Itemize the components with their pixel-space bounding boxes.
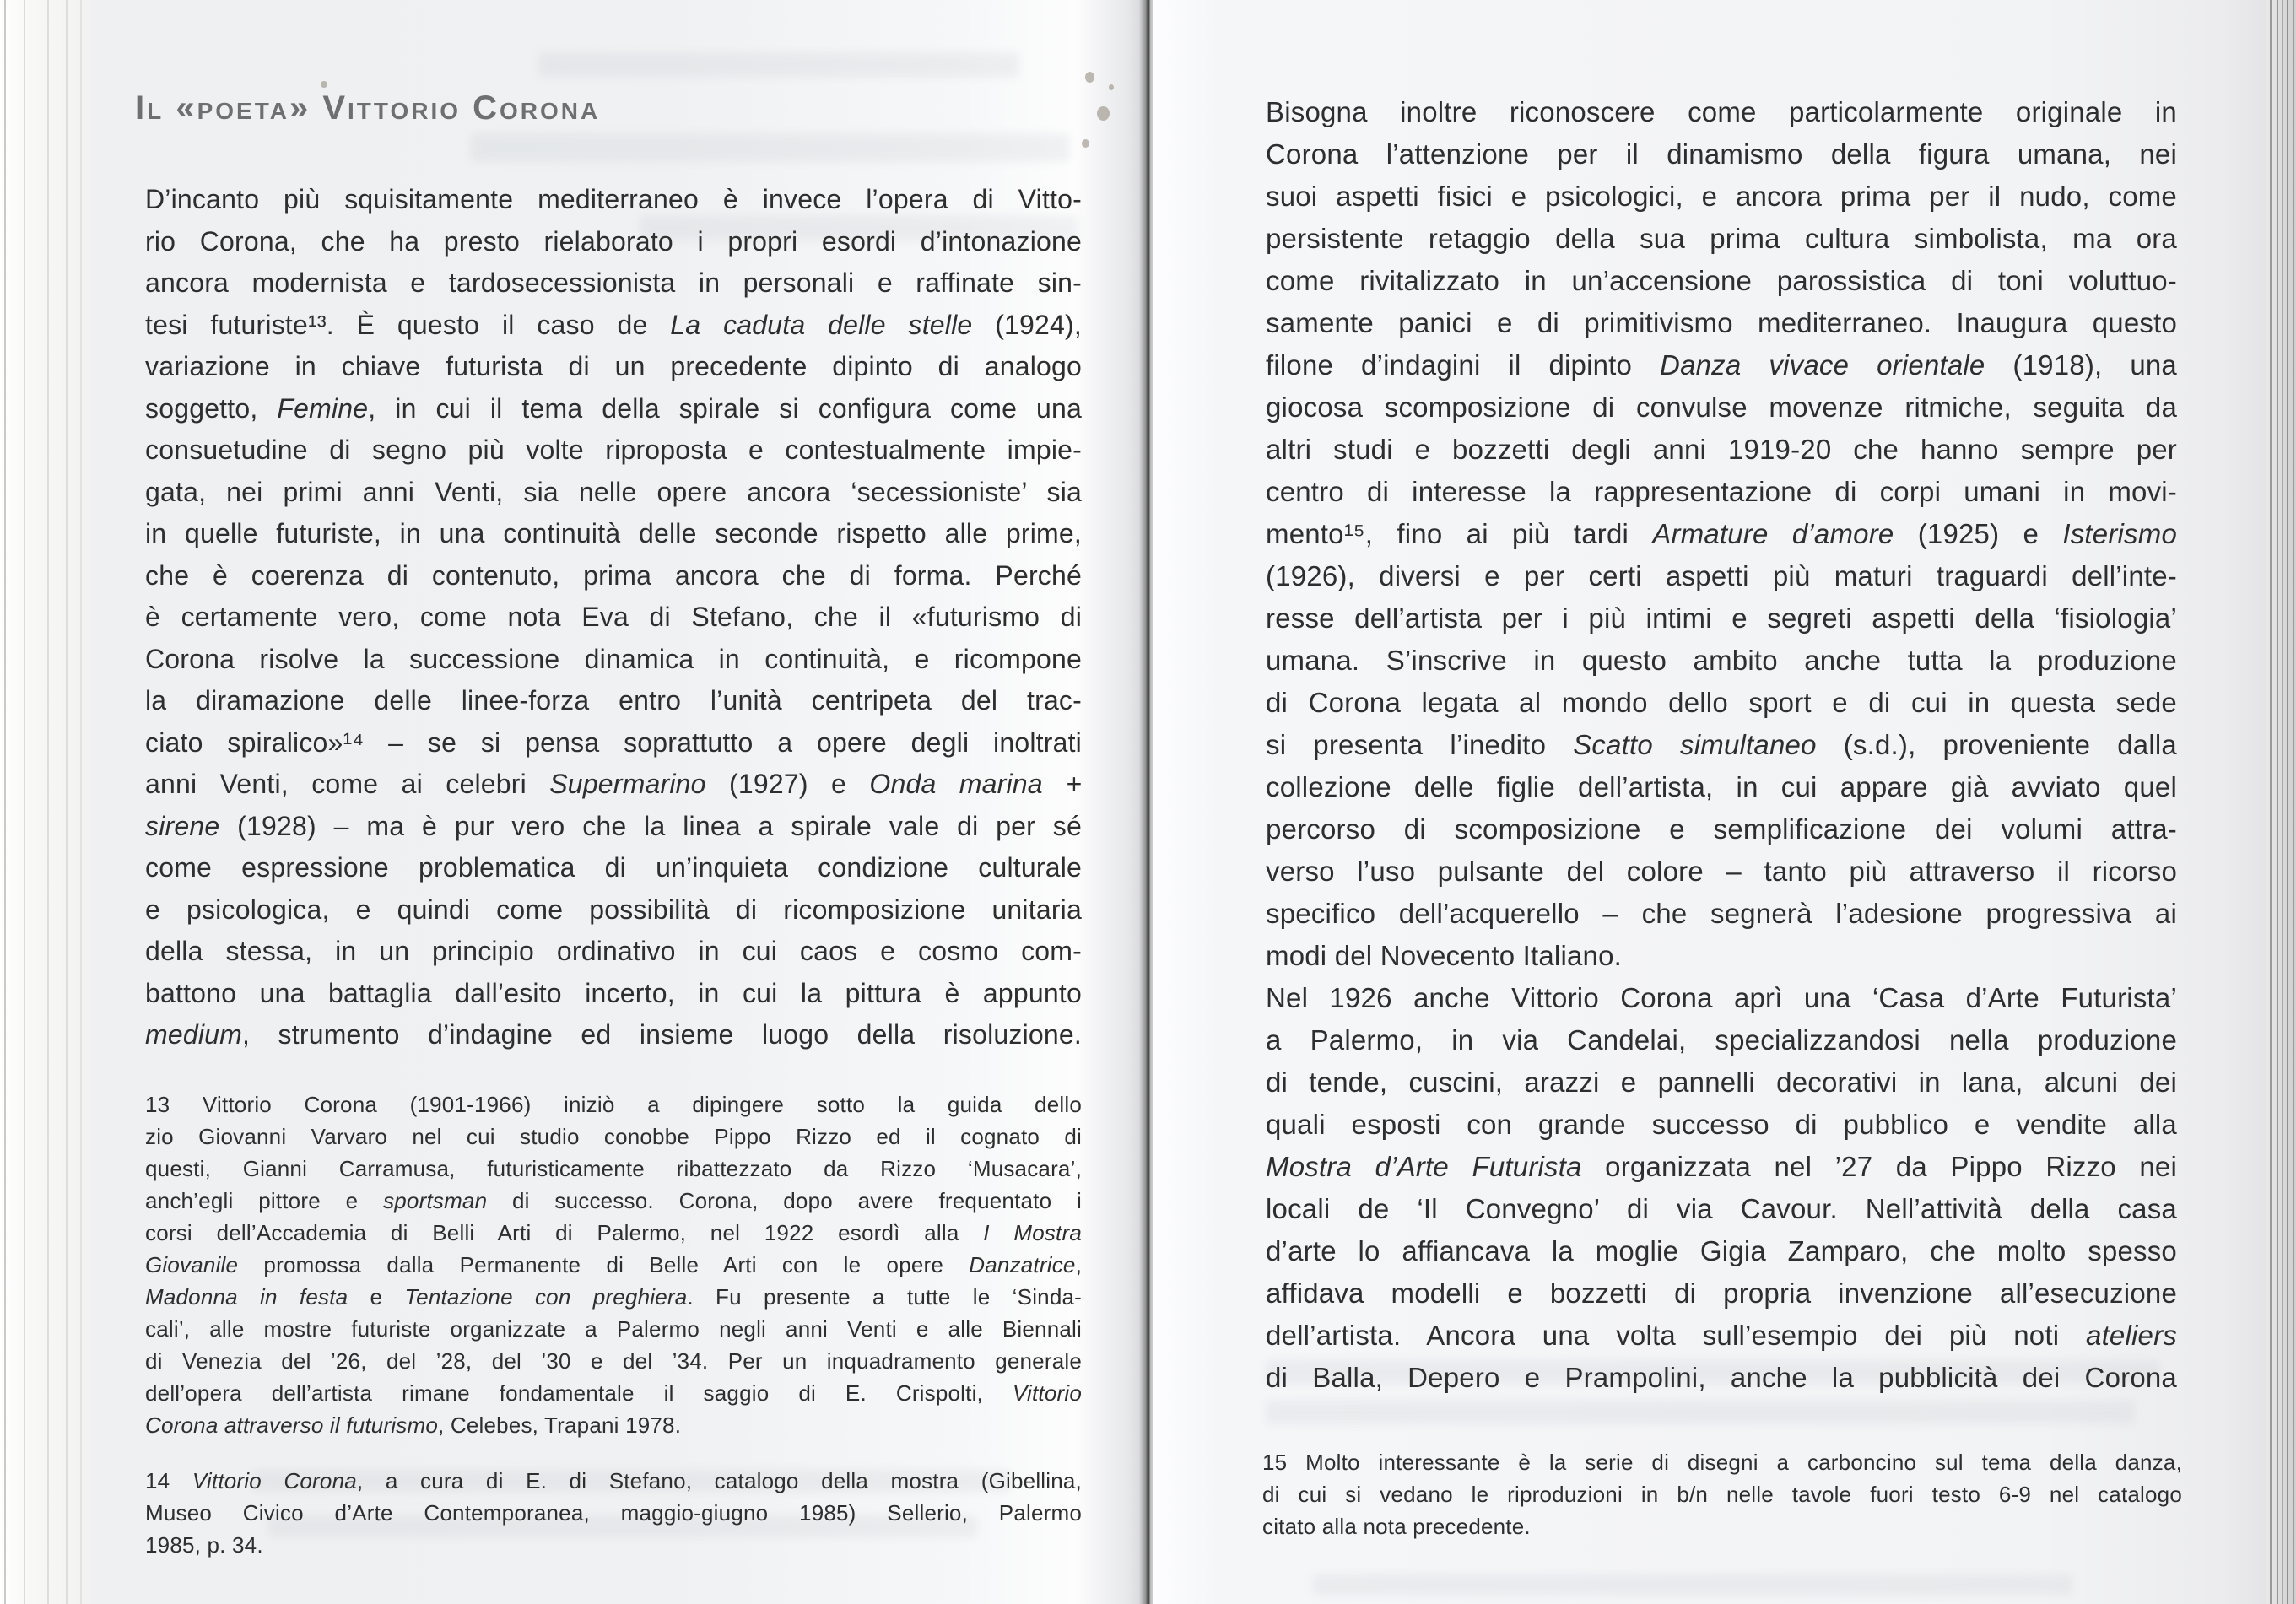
text-line: è certamente vero, come nota Eva di Stefano, che il «futurismo di bbox=[145, 602, 1082, 632]
page-edge-line bbox=[24, 0, 25, 1604]
left-body-text bbox=[145, 179, 1082, 1056]
page-edge-line bbox=[2287, 0, 2288, 1604]
text-line: che è coerenza di contenuto, prima ancora che di forma. Perché bbox=[145, 559, 1082, 591]
page-edge-line bbox=[66, 0, 68, 1604]
page-edge-line bbox=[2270, 0, 2272, 1604]
text-line: Museo Civico d’Arte Contemporanea, maggio-giugno 1985) Sellerio, Palermo bbox=[145, 1500, 1082, 1526]
page-title: Il «poeta» Vittorio Corona bbox=[135, 89, 601, 127]
text-line: mento¹⁵, fino ai più tardi Armature d’amore (1925) e Isterismo bbox=[1266, 518, 2177, 549]
text-line: 15 Molto interessante è la serie di disegni a carboncino sul tema della danza, bbox=[1262, 1450, 2182, 1475]
text-line: 13 Vittorio Corona (1901-1966) iniziò a dipingere sotto la guida dello bbox=[145, 1092, 1082, 1117]
smudge-mark bbox=[1085, 72, 1094, 83]
text-line: Giovanile promossa dalla Permanente di Belle Arti con le opere Danzatrice, bbox=[145, 1252, 1082, 1277]
text-line: corsi dell’Accademia di Belli Arti di Palermo, nel 1922 esordì alla I Mostra bbox=[145, 1220, 1082, 1245]
footnote-13 bbox=[145, 1088, 1082, 1441]
text-line: percorso di scomposizione e semplificazione dei volumi attra- bbox=[1266, 813, 2177, 845]
text-line: di cui si vedano le riproduzioni in b/n nelle tavole fuori testo 6-9 nel catalogo bbox=[1262, 1482, 2182, 1507]
text-line: di Balla, Depero e Prampolini, anche la pubblicità dei Corona bbox=[1266, 1362, 2177, 1393]
smudge-mark bbox=[1097, 106, 1110, 121]
text-line: di Corona legata al mondo dello sport e di cui in questa sede bbox=[1266, 687, 2177, 718]
text-line: suoi aspetti fisici e psicologici, e ancora prima per il nudo, come bbox=[1266, 181, 2177, 212]
text-line: si presenta l’inedito Scatto simultaneo (s.d.), proveniente dalla bbox=[1266, 729, 2177, 760]
text-line: come rivitalizzato in un’accensione parossistica di toni voluttuo- bbox=[1266, 265, 2177, 296]
text-line: dell’opera dell’artista rimane fondamentale il saggio di E. Crispolti, Vittorio bbox=[145, 1380, 1082, 1406]
text-line: modi del Novecento Italiano. bbox=[1266, 940, 1623, 971]
text-line: affidava modelli e bozzetti di propria invenzione all’esecuzione bbox=[1266, 1277, 2177, 1309]
text-line: Corona l’attenzione per il dinamismo della figura umana, nei bbox=[1266, 138, 2177, 170]
text-line: resse dell’artista per i più intimi e segreti aspetti della ‘fisiologia’ bbox=[1266, 602, 2177, 634]
text-line: quali esposti con grande successo di pubblico e vendite alla bbox=[1266, 1109, 2177, 1140]
text-line: Madonna in festa e Tentazione con preghiera. Fu presente a tutte le ‘Sinda- bbox=[145, 1284, 1083, 1310]
text-line: dell’artista. Ancora una volta sull’esempio dei più noti ateliers bbox=[1266, 1320, 2177, 1351]
text-line: e psicologica, e quindi come possibilità di ricomposizione unitaria bbox=[145, 894, 1082, 925]
text-line: ciato spiralico»¹⁴ – se si pensa soprattutto a opere degli inoltrati bbox=[145, 726, 1082, 758]
text-line: filone d’indagini il dipinto Danza vivace orientale (1918), una bbox=[1266, 349, 2177, 381]
text-line: a Palermo, in via Candelai, specializzandosi nella produzione bbox=[1266, 1024, 2177, 1056]
text-line: samente panici e di primitivismo mediterraneo. Inaugura questo bbox=[1266, 307, 2177, 338]
text-line: rio Corona, che ha presto rielaborato i propri esordi d’intonazione bbox=[145, 225, 1082, 257]
text-line: anni Venti, come ai celebri Supermarino (1927) e Onda marina + bbox=[145, 769, 1083, 799]
text-line: D’incanto più squisitamente mediterraneo è invece l’opera di Vitto- bbox=[145, 184, 1082, 214]
smudge-mark bbox=[1082, 139, 1089, 148]
page-edge-line bbox=[2293, 0, 2294, 1604]
text-line: della stessa, in un principio ordinativo in cui caos e cosmo com- bbox=[145, 936, 1082, 966]
text-line: di tende, cuscini, arazzi e pannelli decorativi in lana, alcuni dei bbox=[1266, 1067, 2177, 1098]
text-line: Corona risolve la successione dinamica in continuità, e ricompone bbox=[145, 643, 1082, 674]
text-line: sirene (1928) – ma è pur vero che la linea a spirale vale di per sé bbox=[145, 810, 1082, 841]
bleed-through-ghost bbox=[538, 52, 1019, 78]
text-line: anch’egli pittore e sportsman di successo. Corona, dopo avere frequentato i bbox=[145, 1188, 1082, 1213]
bleed-through-ghost bbox=[1266, 1401, 2135, 1424]
page-edge-line bbox=[80, 0, 82, 1604]
page-edge-line bbox=[4, 0, 6, 1604]
page-edge-line bbox=[2277, 0, 2278, 1604]
page-edge-line bbox=[47, 0, 49, 1604]
text-line: 1985, p. 34. bbox=[145, 1532, 263, 1558]
smudge-mark bbox=[1109, 84, 1114, 90]
text-line: ancora modernista e tardosecessionista in personali e raffinate sin- bbox=[145, 267, 1082, 298]
right-page-edge-stack bbox=[2266, 0, 2296, 1604]
text-line: collezione delle figlie dell’artista, in cui appare già avviato quel bbox=[1266, 771, 2177, 802]
footnote-14 bbox=[145, 1465, 1082, 1561]
right-body-text bbox=[1266, 91, 2177, 1399]
text-line: giocosa scomposizione di convulse movenze ritmiche, seguita da bbox=[1266, 392, 2177, 423]
text-line: cali’, alle mostre futuriste organizzate a Palermo negli anni Venti e alle Biennali bbox=[145, 1316, 1082, 1342]
text-line: tesi futuriste¹³. È questo il caso de La caduta delle stelle (1924), bbox=[145, 309, 1082, 340]
text-line: medium, strumento d’indagine ed insieme luogo della risoluzione. bbox=[145, 1019, 1082, 1050]
text-line: in quelle futuriste, in una continuità delle seconde rispetto alle prime, bbox=[145, 518, 1082, 548]
bleed-through-ghost bbox=[1313, 1574, 2072, 1595]
text-line: soggetto, Femine, in cui il tema della spirale si configura come una bbox=[145, 392, 1082, 424]
text-line: altri studi e bozzetti degli anni 1919-20 che hanno sempre per bbox=[1266, 434, 2177, 465]
text-line: specifico dell’acquerello – che segnerà l’adesione progressiva ai bbox=[1266, 898, 2177, 929]
text-line: Mostra d’Arte Futurista organizzata nel ’27 da Pippo Rizzo nei bbox=[1266, 1151, 2178, 1182]
text-line: gata, nei primi anni Venti, sia nelle opere ancora ‘secessioniste’ sia bbox=[145, 476, 1082, 507]
page-edge-line bbox=[2282, 0, 2283, 1604]
left-page-edge-stack bbox=[0, 0, 91, 1604]
text-line: d’arte lo affiancava la moglie Gigia Zamparo, che molto spesso bbox=[1266, 1235, 2177, 1266]
text-line: la diramazione delle linee-forza entro l’unità centripeta del trac- bbox=[145, 685, 1082, 716]
text-line: Bisogna inoltre riconoscere come particolarmente originale in bbox=[1266, 96, 2177, 127]
text-line: Nel 1926 anche Vittorio Corona aprì una ‘Casa d’Arte Futurista’ bbox=[1266, 982, 2177, 1013]
text-line: variazione in chiave futurista di un precedente dipinto di analogo bbox=[145, 351, 1082, 381]
text-line: citato alla nota precedente. bbox=[1262, 1514, 1531, 1539]
text-line: umana. S’inscrive in questo ambito anche tutta la produzione bbox=[1266, 645, 2177, 676]
footnote-15 bbox=[1262, 1446, 2182, 1542]
text-line: battono una battaglia dall’esito incerto, in cui la pittura è appunto bbox=[145, 977, 1082, 1008]
text-line: di Venezia del ’26, del ’28, del ’30 e del ’34. Per un inquadramento generale bbox=[145, 1348, 1082, 1374]
text-line: questi, Gianni Carramusa, futuristicamente ribattezzato da Rizzo ‘Musacara’, bbox=[145, 1156, 1082, 1181]
text-line: persistente retaggio della sua prima cultura simbolista, ma ora bbox=[1266, 223, 2177, 254]
bleed-through-ghost bbox=[471, 133, 1070, 162]
text-line: Corona attraverso il futurismo, Celebes, Trapani 1978. bbox=[145, 1412, 682, 1438]
text-line: 14 Vittorio Corona, a cura di E. di Stefano, catalogo della mostra (Gibellina, bbox=[145, 1468, 1082, 1493]
text-line: come espressione problematica di un’inquieta condizione culturale bbox=[145, 852, 1082, 883]
text-line: zio Giovanni Varvaro nel cui studio conobbe Pippo Rizzo ed il cognato di bbox=[145, 1124, 1082, 1149]
text-line: consuetudine di segno più volte riproposta e contestualmente impie- bbox=[145, 435, 1082, 465]
text-line: (1926), diversi e per certi aspetti più maturi traguardi dell’inte- bbox=[1266, 560, 2177, 591]
text-line: centro di interesse la rappresentazione di corpi umani in movi- bbox=[1266, 476, 2177, 507]
smudge-mark bbox=[321, 81, 327, 88]
text-line: verso l’uso pulsante del colore – tanto più attraverso il ricorso bbox=[1266, 856, 2177, 887]
text-line: locali de ‘Il Convegno’ di via Cavour. Nell’attività della casa bbox=[1266, 1193, 2177, 1224]
